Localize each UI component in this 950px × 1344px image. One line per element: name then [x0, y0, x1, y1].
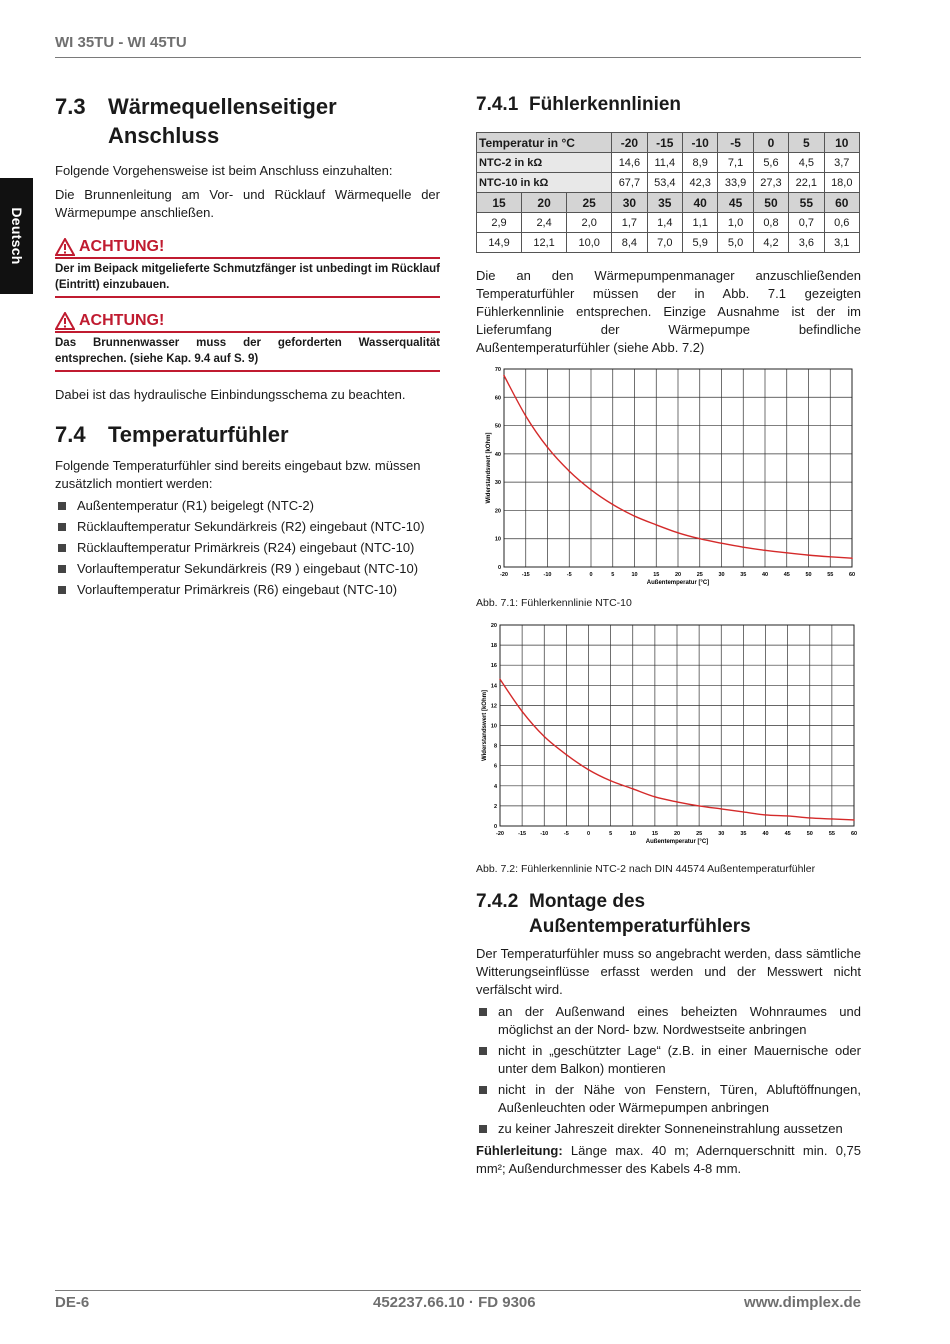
table-cell: 20: [522, 193, 567, 213]
data-point: [634, 515, 636, 517]
paragraph: Dabei ist das hydraulische Einbindungsschema zu beachten.: [55, 387, 406, 402]
x-tick-label: -5: [566, 572, 572, 578]
table-cell: 10,0: [567, 233, 612, 253]
table-row: [477, 233, 860, 253]
warning-label: ACHTUNG!: [79, 238, 165, 255]
data-point: [499, 678, 501, 680]
x-tick-label: -20: [496, 831, 504, 837]
list-item-text: nicht in der Nähe von Fenstern, Türen, Abluftöffnungen, Außenleuchten oder Wärmepumpen anbringen: [498, 1082, 861, 1115]
table-cell: 42,3: [682, 173, 717, 193]
data-point: [721, 542, 723, 544]
x-tick-label: 10: [629, 831, 636, 837]
y-tick-label: 4: [493, 783, 497, 790]
list-item-text: Rücklauftemperatur Primärkreis (R24) eingebaut (NTC-10): [77, 540, 415, 555]
table-cell: 1,4: [647, 213, 682, 233]
x-tick-label: 5: [609, 831, 613, 837]
table-cell: 4,5: [789, 153, 824, 173]
data-point: [655, 524, 657, 526]
table-cell: 5,0: [718, 233, 753, 253]
y-tick-label: 0: [497, 565, 501, 571]
data-point: [612, 504, 614, 506]
x-axis-label: Außentemperatur [°C]: [645, 839, 709, 845]
page-header: [55, 34, 861, 58]
paragraph: Der Temperaturfühler muss so angebracht werden, dass sämtliche Witterungseinflüsse erfasst werden und der Messwert nicht verfälscht wird.: [476, 946, 861, 997]
table-cell: -10: [682, 133, 717, 153]
table-row: [477, 193, 860, 213]
list-item: [476, 1081, 861, 1117]
y-tick-label: 50: [494, 423, 501, 430]
y-tick-label: 40: [494, 451, 501, 458]
list-item: [476, 1003, 861, 1039]
language-tab: [0, 178, 33, 294]
left-column: [55, 92, 440, 602]
figure-caption: Abb. 7.2: Fühlerkennlinie NTC-2 nach DIN 44574 Außentemperaturfühler: [476, 863, 816, 875]
y-tick-label: 20: [490, 623, 497, 629]
table-cell: 5,9: [682, 233, 717, 253]
table-cell: 45: [718, 193, 753, 213]
data-point: [521, 711, 523, 713]
table-cell: NTC-2 in kΩ: [477, 153, 612, 173]
section-title: Wärmequellenseitiger Anschluss: [108, 94, 337, 148]
x-tick-label: -5: [563, 831, 569, 837]
data-point: [654, 796, 656, 798]
y-tick-label: 18: [490, 643, 497, 650]
list-item: [476, 1042, 861, 1078]
bullet-square-icon: [58, 586, 66, 594]
x-tick-label: 35: [740, 831, 747, 837]
x-tick-label: 45: [783, 572, 790, 578]
table-cell: 60: [824, 193, 859, 213]
list-item: [55, 497, 440, 515]
list-item-text: Außentemperatur (R1) beigelegt (NTC-2): [77, 498, 314, 513]
warning-header: [55, 312, 440, 333]
data-point: [525, 415, 527, 417]
table-cell: 1,0: [718, 213, 753, 233]
table-cell: 7,1: [718, 153, 753, 173]
table-cell: 35: [647, 193, 682, 213]
y-tick-label: 12: [490, 703, 497, 710]
list-item-text: Rücklauftemperatur Sekundärkreis (R2) eingebaut (NTC-10): [77, 519, 425, 534]
section-7-4-1-heading: [476, 92, 861, 117]
warning-box: [55, 312, 440, 372]
y-tick-label: 60: [494, 395, 501, 402]
list-item: [55, 560, 440, 578]
mounting-list: [476, 1003, 861, 1138]
table-cell: 5: [789, 133, 824, 153]
x-tick-label: 5: [611, 572, 615, 578]
table-cell: 14,9: [477, 233, 522, 253]
x-tick-label: 30: [718, 831, 725, 837]
x-tick-label: -10: [543, 572, 552, 578]
table-cell: 50: [753, 193, 788, 213]
cable-spec-label: Fühlerleitung:: [476, 1143, 563, 1158]
y-tick-label: 8: [493, 743, 497, 750]
sensor-characteristics-table: [476, 132, 860, 253]
list-item: [55, 581, 440, 599]
document-number: 452237.66.10 · FD 9306: [373, 1294, 536, 1311]
table-cell: -5: [718, 133, 753, 153]
warning-header: [55, 238, 440, 259]
bullet-square-icon: [58, 523, 66, 531]
data-point: [503, 375, 505, 377]
warning-label: ACHTUNG!: [79, 312, 165, 329]
table-row: [477, 133, 860, 153]
section-title: Montage des Außentemperaturfühlers: [529, 891, 751, 937]
table-cell: 8,4: [612, 233, 647, 253]
list-item-text: Vorlauftemperatur Sekundärkreis (R9 ) eingebaut (NTC-10): [77, 561, 419, 576]
data-point: [610, 780, 612, 782]
table-cell: 40: [682, 193, 717, 213]
cable-spec-paragraph: [476, 1142, 861, 1178]
y-tick-label: 14: [490, 683, 497, 690]
table-cell: 0: [753, 133, 788, 153]
y-axis-label: Widerstandswert [kOhm]: [486, 432, 492, 504]
data-point: [568, 470, 570, 472]
warning-triangle-icon: [55, 312, 75, 330]
warning-text: Der im Beipack mitgelieferte Schmutzfänger ist unbedingt im Rücklauf (Eintritt) einzubauen.: [55, 259, 440, 298]
x-tick-label: 50: [806, 831, 813, 837]
paragraph: Die Brunnenleitung am Vor- und Rücklauf Wärmequelle der Wärmepumpe anschließen.: [55, 187, 440, 220]
list-item: [55, 518, 440, 536]
data-point: [831, 818, 833, 820]
data-point: [588, 769, 590, 771]
data-point: [632, 788, 634, 790]
data-point: [590, 489, 592, 491]
table-cell: 53,4: [647, 173, 682, 193]
table-cell: 22,1: [789, 173, 824, 193]
table-row: [477, 153, 860, 173]
data-point: [699, 538, 701, 540]
x-tick-label: 25: [696, 831, 703, 837]
table-cell: 3,6: [789, 233, 824, 253]
data-point: [808, 554, 810, 556]
section-number: 7.4: [55, 422, 86, 447]
warning-triangle-icon: [55, 238, 75, 256]
table-cell: 30: [612, 193, 647, 213]
table-cell: 5,6: [753, 153, 788, 173]
x-tick-label: 45: [784, 831, 791, 837]
list-item: [55, 539, 440, 557]
warning-text: Das Brunnenwasser muss der geforderten Wasserqualität entsprechen. (siehe Kap. 9.4 auf S. 9): [55, 333, 440, 372]
y-axis-label: Widerstandswert [kOhm]: [482, 690, 488, 761]
table-cell: 12,1: [522, 233, 567, 253]
x-tick-label: -15: [521, 572, 530, 578]
bullet-square-icon: [479, 1086, 487, 1094]
table-cell: 14,6: [612, 153, 647, 173]
table-cell: 0,7: [789, 213, 824, 233]
ntc2-chart: [476, 621, 861, 847]
x-tick-label: 15: [653, 572, 660, 578]
website-link[interactable]: www.dimplex.de: [744, 1294, 861, 1311]
data-point: [677, 532, 679, 534]
section-number: 7.4.1: [476, 94, 519, 115]
table-cell: 55: [789, 193, 824, 213]
x-tick-label: 55: [827, 572, 834, 578]
section-number: 7.4.2: [476, 891, 519, 912]
table-cell: 0,6: [824, 213, 859, 233]
data-point: [787, 815, 789, 817]
y-tick-label: 6: [493, 763, 497, 770]
sensor-list: [55, 497, 440, 599]
table-cell: 3,7: [824, 153, 859, 173]
table-cell: 67,7: [612, 173, 647, 193]
table-row: [477, 213, 860, 233]
figure-caption: Abb. 7.1: Fühlerkennlinie NTC-10: [476, 597, 632, 609]
table-cell: 18,0: [824, 173, 859, 193]
warning-box: [55, 238, 440, 298]
x-tick-label: 20: [673, 831, 681, 837]
x-tick-label: 25: [696, 572, 703, 578]
table-cell: 2,9: [477, 213, 522, 233]
x-tick-label: 10: [631, 572, 638, 578]
data-point: [742, 546, 744, 548]
x-tick-label: 30: [718, 572, 725, 578]
bullet-square-icon: [58, 502, 66, 510]
y-tick-label: 30: [494, 480, 501, 487]
y-tick-label: 0: [493, 824, 497, 830]
data-point: [786, 552, 788, 554]
x-axis-label: Außentemperatur [°C]: [646, 580, 710, 586]
section-7-4-2-heading: [476, 889, 861, 939]
table-cell: -20: [612, 133, 647, 153]
x-tick-label: 55: [828, 831, 835, 837]
table-cell: 2,4: [522, 213, 567, 233]
table-cell: 33,9: [718, 173, 753, 193]
data-point: [829, 556, 831, 558]
bullet-square-icon: [479, 1008, 487, 1016]
data-point: [547, 447, 549, 449]
data-point: [851, 557, 853, 559]
paragraph: Folgende Temperaturfühler sind bereits eingebaut bzw. müssen zusätzlich montiert werden:: [55, 458, 421, 491]
data-point: [764, 550, 766, 552]
y-tick-label: 20: [494, 508, 501, 515]
table-cell: 11,4: [647, 153, 682, 173]
x-tick-label: 15: [651, 831, 658, 837]
page-footer: [55, 1290, 861, 1316]
x-tick-label: 60: [848, 572, 856, 578]
x-tick-label: 20: [674, 572, 682, 578]
data-point: [720, 808, 722, 810]
table-cell: 1,7: [612, 213, 647, 233]
list-item-text: zu keiner Jahreszeit direkter Sonneneinstrahlung aussetzen: [498, 1121, 843, 1136]
table-cell: 25: [567, 193, 612, 213]
data-point: [566, 754, 568, 756]
table-cell: 10: [824, 133, 859, 153]
list-item-text: Vorlauftemperatur Primärkreis (R6) eingebaut (NTC-10): [77, 582, 398, 597]
x-tick-label: 0: [589, 572, 593, 578]
language-tab-label: Deutsch: [8, 207, 25, 265]
table-cell: Temperatur in °C: [477, 133, 612, 153]
data-point: [765, 814, 767, 816]
table-cell: 15: [477, 193, 522, 213]
x-tick-label: -15: [518, 831, 527, 837]
x-tick-label: 60: [850, 831, 858, 837]
right-column: [476, 92, 861, 1178]
x-tick-label: -10: [540, 831, 549, 837]
table-cell: 8,9: [682, 153, 717, 173]
bullet-square-icon: [58, 544, 66, 552]
list-item-text: nicht in „geschützter Lage“ (z.B. in einer Mauernische oder unter dem Balkon) montieren: [498, 1043, 861, 1076]
bullet-square-icon: [479, 1125, 487, 1133]
ntc10-chart: [476, 365, 861, 595]
data-point: [853, 819, 855, 821]
table-cell: 27,3: [753, 173, 788, 193]
table-cell: 2,0: [567, 213, 612, 233]
page-number: DE-6: [55, 1294, 90, 1311]
table-cell: 1,1: [682, 213, 717, 233]
x-tick-label: 35: [740, 572, 747, 578]
table-cell: 0,8: [753, 213, 788, 233]
paragraph: Folgende Vorgehensweise ist beim Anschluss einzuhalten:: [55, 163, 393, 178]
list-item-text: an der Außenwand eines beheizten Wohnraumes und möglichst an der Nord- bzw. Nordwestseite anbringen: [498, 1004, 861, 1037]
data-point: [676, 801, 678, 803]
x-tick-label: 0: [586, 831, 591, 837]
y-tick-label: 10: [494, 536, 501, 543]
bullet-square-icon: [479, 1047, 487, 1055]
section-7-4-heading: [55, 420, 440, 449]
y-tick-label: 70: [494, 367, 501, 373]
table-cell: 4,2: [753, 233, 788, 253]
x-tick-label: 50: [805, 572, 812, 578]
table-cell: 3,1: [824, 233, 859, 253]
y-tick-label: 2: [493, 803, 497, 810]
table-cell: 7,0: [647, 233, 682, 253]
header-title: WI 35TU - WI 45TU: [55, 34, 187, 51]
section-title: Fühlerkennlinien: [529, 94, 682, 115]
x-tick-label: 40: [762, 831, 769, 837]
table-row: [477, 173, 860, 193]
y-tick-label: 10: [490, 723, 497, 730]
cable-spec-text: Länge max. 40 m; Adernquerschnitt min. 0,75 mm²; Außendurchmesser des Kabels 4-8 mm.: [476, 1143, 861, 1176]
x-tick-label: -20: [500, 572, 508, 578]
bullet-square-icon: [58, 565, 66, 573]
table-cell: -15: [647, 133, 682, 153]
data-point: [698, 805, 700, 807]
section-number: 7.3: [55, 94, 86, 119]
data-point: [543, 736, 545, 738]
section-7-3-heading: [55, 92, 440, 150]
table-cell: NTC-10 in kΩ: [477, 173, 612, 193]
section-title: Temperaturfühler: [108, 422, 289, 447]
list-item: [476, 1120, 861, 1138]
x-tick-label: 40: [761, 572, 769, 578]
y-tick-label: 16: [490, 663, 497, 670]
paragraph: Die an den Wärmepumpenmanager anzuschließenden Temperaturfühler müssen der in Abb. 7.1 gezeigten Fühlerkennlinie entsprechen. Einzige Ausnahme ist der im Lieferumfang der Wärmepumpe befindliche Außentemperaturfühler (siehe Abb. 7.2): [476, 268, 861, 355]
data-point: [809, 817, 811, 819]
data-point: [743, 811, 745, 813]
